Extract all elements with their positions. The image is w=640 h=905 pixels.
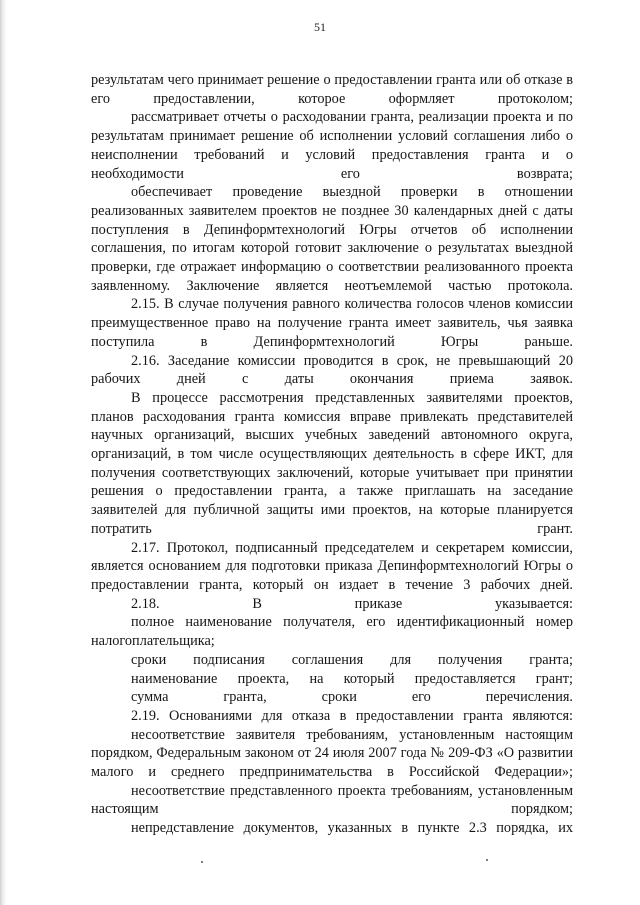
paragraph: непредставление документов, указанных в пункте 2.3 порядка, их — [131, 820, 573, 837]
paragraph: 2.17. Протокол, подписанный председателем и секретарем комиссии, является основанием для подготовки приказа Депинформтехнологий Югры о предоставлении гранта, который он издает в течение 3 рабочих дней. — [91, 539, 573, 593]
paragraph: обеспечивает проведение выездной проверки в отношении реализованных заявителем проектов не позднее 30 календарных дней с даты поступления в Депинформтехнологий Югры отчетов об исполнении соглашения, по итогам которой готовит заключение о результатах выездной проверки, где отражает информацию о соответствии реализованного проекта заявленному. Заключение является неотъемлемой частью протокола. — [91, 184, 573, 294]
scan-edge-shadow — [0, 0, 7, 905]
document-body — [91, 71, 573, 838]
paragraph: В процессе рассмотрения представленных заявителями проектов, планов расходования гранта комиссия вправе привлекать представителей научных организаций, высших учебных заведений автономного округа, организаций, в том числе осуществляющих деятельность в сфере ИКТ, для получения соответствующих заключений, которые учитывает при принятии решения о предоставлении гранта, а также приглашать на заседание заявителей для публичной защиты ими проектов, на которые планируется потратить грант. — [91, 389, 573, 537]
scan-speck — [486, 859, 488, 861]
paragraph: 2.16. Заседание комиссии проводится в срок, не превышающий 20 рабочих дней с даты окончания приема заявок. — [91, 352, 573, 388]
paragraph: 2.18. В приказе указывается: — [131, 595, 573, 612]
paragraph: рассматривает отчеты о расходовании гранта, реализации проекта и по результатам принимает решение об исполнении условий соглашения либо о неисполнении требований и условий предоставления гранта и о необходимости его возврата; — [91, 109, 573, 182]
scan-speck — [201, 861, 203, 863]
paragraph: 2.19. Основаниями для отказа в предоставлении гранта являются: — [131, 707, 573, 724]
paragraph: сроки подписания соглашения для получения гранта; — [131, 651, 573, 668]
paragraph: результатам чего принимает решение о предоставлении гранта или об отказе в его предоставлении, которое оформляет протоколом; — [91, 72, 573, 107]
paragraph: несоответствие представленного проекта требованиям, установленным настоящим порядком; — [91, 782, 573, 818]
paragraph: несоответствие заявителя требованиям, установленным настоящим порядком, Федеральным законом от 24 июля 2007 года № 209-ФЗ «О развитии малого и среднего предпринимательства в Российской Федерации»; — [91, 726, 573, 781]
paragraph: 2.15. В случае получения равного количества голосов членов комиссии преимущественное право на получение гранта имеет заявитель, чья заявка поступила в Депинформтехнологий Югры раньше. — [91, 296, 573, 350]
paragraph: полное наименование получателя, его идентификационный номер налогоплательщика; — [91, 614, 573, 650]
paragraph: наименование проекта, на который предоставляется грант; — [131, 670, 573, 687]
page-number: 51 — [314, 20, 326, 34]
paragraph: сумма гранта, сроки его перечисления. — [131, 689, 573, 706]
